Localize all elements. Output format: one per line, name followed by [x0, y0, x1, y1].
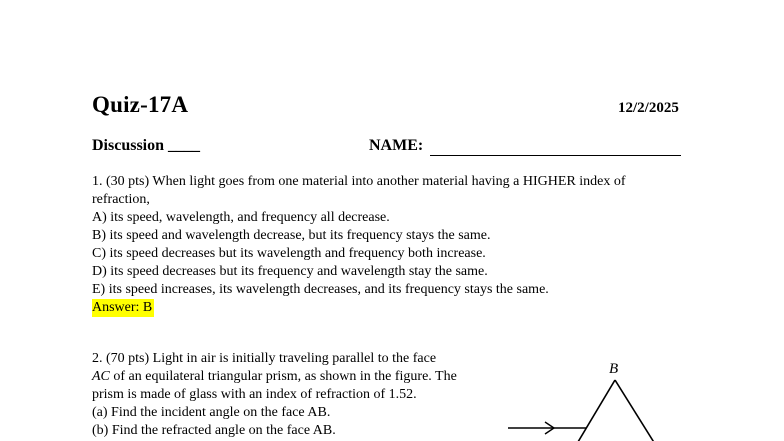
prism-face-bc: [615, 380, 660, 441]
discussion-field: Discussion ____: [92, 137, 201, 154]
option-e: E) its speed increases, its wavelength decreases, and its frequency stays the same.: [92, 282, 549, 297]
question-2-line2-text: of an equilateral triangular prism, as shown in the figure. The: [109, 369, 457, 384]
vertex-b-label: B: [609, 361, 619, 377]
option-b: B) its speed and wavelength decrease, but its frequency stays the same.: [92, 228, 491, 243]
quiz-title: Quiz-17A: [92, 92, 189, 117]
question-1: [92, 173, 692, 317]
name-underline: [430, 155, 681, 156]
prism-face-ab: [572, 380, 615, 441]
face-ac-label: AC: [92, 369, 110, 384]
question-2-line5: (b) Find the refracted angle on the face AB.: [92, 423, 336, 438]
name-label: NAME:: [369, 137, 424, 154]
option-c: C) its speed decreases but its wavelength and frequency both increase.: [92, 246, 486, 261]
question-2-line2: [92, 368, 502, 386]
question-2-line4: (a) Find the incident angle on the face AB.: [92, 405, 331, 420]
question-2-line1: 2. (70 pts) Light in air is initially traveling parallel to the face: [92, 351, 437, 366]
question-1-stem-line1: 1. (30 pts) When light goes from one material into another material having a HIGHER index of: [92, 174, 626, 189]
question-1-answer: Answer: B: [92, 300, 153, 315]
quiz-date: 12/2/2025: [618, 100, 679, 116]
option-a: A) its speed, wavelength, and frequency all decrease.: [92, 210, 390, 225]
prism-figure: [500, 352, 700, 441]
question-2-line3: prism is made of glass with an index of refraction of 1.52.: [92, 387, 417, 402]
option-d: D) its speed decreases but its frequency and wavelength stay the same.: [92, 264, 488, 279]
question-1-stem-line2: refraction,: [92, 192, 150, 207]
question-2: [92, 350, 502, 440]
